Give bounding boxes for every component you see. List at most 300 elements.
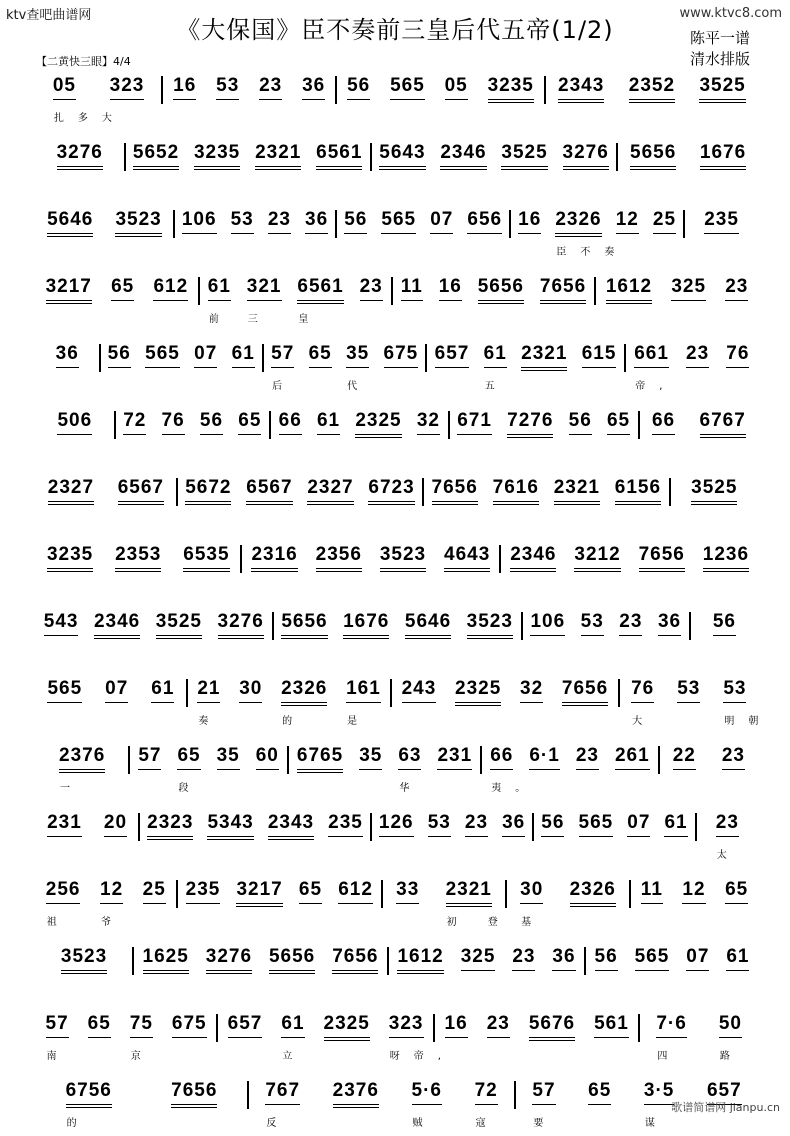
note-group xyxy=(276,409,305,433)
note-digits: 2321 xyxy=(255,142,302,163)
note-digits: 565 xyxy=(634,946,670,967)
note-group xyxy=(481,342,510,392)
note-digits: 6767 xyxy=(699,410,746,431)
measure xyxy=(383,874,512,928)
note-digits: 57 xyxy=(138,745,162,766)
note-group xyxy=(638,878,666,902)
note-digits: 6723 xyxy=(368,477,415,498)
note-group xyxy=(555,74,607,98)
note-group xyxy=(278,677,330,727)
note-group xyxy=(631,342,677,392)
note-group xyxy=(579,342,620,366)
note-group xyxy=(551,476,603,500)
note-group xyxy=(341,208,370,232)
note-digits: 53 xyxy=(677,678,701,699)
note-digits: 56 xyxy=(199,410,224,431)
note-digits: 23 xyxy=(359,276,383,297)
measure xyxy=(618,137,758,181)
note-digits: 5652 xyxy=(132,142,180,163)
note-digits: 235 xyxy=(185,879,221,900)
note-digits: 5643 xyxy=(379,142,426,163)
lyric-text: 立 xyxy=(282,1051,307,1062)
note-group xyxy=(427,208,456,232)
measure xyxy=(130,740,287,794)
note-group xyxy=(507,543,559,567)
note-digits: 16 xyxy=(438,276,462,297)
note-group xyxy=(170,74,199,98)
note-group xyxy=(278,1012,307,1062)
note-digits: 3525 xyxy=(155,611,203,632)
note-group xyxy=(573,744,602,768)
note-digits: 65 xyxy=(725,879,749,900)
note-digits: 2316 xyxy=(251,544,298,565)
measure xyxy=(534,807,694,851)
note-digits: 3523 xyxy=(115,209,162,230)
note-group xyxy=(504,409,556,433)
lyric-text: 帝, xyxy=(635,381,677,392)
measure xyxy=(36,1075,247,1129)
measure xyxy=(163,70,335,114)
watermark-site-top-left: ktv查吧曲谱网 xyxy=(6,8,92,23)
note-group xyxy=(225,1012,266,1036)
note-digits: 3523 xyxy=(466,611,513,632)
score-line xyxy=(36,1075,758,1129)
note-group xyxy=(612,476,664,500)
note-digits: 5672 xyxy=(185,477,232,498)
note-digits: 07 xyxy=(194,343,218,364)
measure xyxy=(218,1008,455,1062)
note-digits: 543 xyxy=(43,611,79,632)
note-digits: 2343 xyxy=(267,812,315,833)
measure xyxy=(640,1008,758,1062)
note-group xyxy=(105,342,134,366)
lyric-text: 南 xyxy=(46,1051,71,1062)
measure xyxy=(178,874,381,918)
note-digits: 2327 xyxy=(47,477,95,498)
note-digits: 7656 xyxy=(171,1080,218,1101)
note-digits: 30 xyxy=(239,678,263,699)
note-group xyxy=(377,543,429,567)
note-group xyxy=(688,476,740,500)
measure xyxy=(36,941,132,985)
measure xyxy=(685,204,758,248)
note-digits: 7656 xyxy=(561,678,609,699)
note-group xyxy=(526,744,562,768)
measure xyxy=(116,405,269,449)
note-group xyxy=(302,208,331,232)
measure xyxy=(596,271,758,315)
note-digits: 325 xyxy=(671,276,707,297)
note-digits: 23 xyxy=(715,812,739,833)
note-digits: 11 xyxy=(400,276,423,297)
credit-block xyxy=(690,28,750,70)
note-group xyxy=(716,1012,745,1062)
note-digits: 767 xyxy=(265,1080,301,1101)
note-group xyxy=(252,141,304,165)
note-group xyxy=(442,74,471,98)
note-digits: 161 xyxy=(346,678,381,699)
note-digits: 30 xyxy=(520,879,544,900)
measure xyxy=(36,874,176,928)
note-digits: 53 xyxy=(723,678,747,699)
note-group xyxy=(140,878,169,902)
note-group xyxy=(43,878,84,928)
note-group xyxy=(591,1012,632,1036)
note-digits: 23 xyxy=(575,745,599,766)
note-group xyxy=(462,811,491,835)
note-digits: 1612 xyxy=(397,946,444,967)
note-group xyxy=(180,543,232,567)
note-group xyxy=(58,945,110,969)
note-group xyxy=(135,744,164,768)
note-digits: 2326 xyxy=(569,879,616,900)
lyric-text: 是 xyxy=(347,716,372,727)
score-line xyxy=(36,137,758,181)
note-group xyxy=(441,543,493,567)
note-digits: 25 xyxy=(652,209,677,230)
note-digits: 25 xyxy=(142,879,166,900)
note-digits: 61 xyxy=(483,343,507,364)
note-group xyxy=(229,342,258,366)
note-digits: 6567 xyxy=(246,477,293,498)
note-digits: 23 xyxy=(721,745,745,766)
note-digits: 65 xyxy=(87,1013,111,1034)
note-group xyxy=(278,610,330,634)
note-group xyxy=(153,610,205,634)
measure xyxy=(337,70,544,114)
note-group xyxy=(653,1012,689,1062)
note-group xyxy=(559,677,611,701)
measure xyxy=(660,740,758,784)
note-digits: 1625 xyxy=(142,946,189,967)
note-digits: 2376 xyxy=(59,745,106,766)
measure xyxy=(200,271,391,325)
note-group xyxy=(723,342,752,366)
note-group xyxy=(356,744,385,768)
score-line xyxy=(36,539,758,583)
note-group xyxy=(700,543,752,567)
measure xyxy=(36,472,176,516)
note-digits: 657 xyxy=(434,343,470,364)
note-group xyxy=(722,275,751,299)
measure xyxy=(586,941,758,985)
note-group xyxy=(626,74,678,98)
note-group xyxy=(268,342,297,392)
note-digits: 6765 xyxy=(296,745,344,766)
measure xyxy=(337,204,509,248)
lyric-text: 呀帝, xyxy=(389,1051,455,1062)
lyric-text: 代 xyxy=(347,381,372,392)
note-group xyxy=(97,878,126,928)
note-digits: 2321 xyxy=(553,477,600,498)
note-digits: 66 xyxy=(651,410,676,431)
note-group xyxy=(197,409,226,433)
note-digits: 23 xyxy=(512,946,536,967)
note-digits: 6·1 xyxy=(529,745,560,766)
note-group xyxy=(393,878,422,902)
note-group xyxy=(578,610,607,634)
score-title: 《大保国》臣不奏前三皇后代五帝(1/2) xyxy=(176,16,614,44)
note-group xyxy=(127,1012,156,1062)
measure xyxy=(427,338,623,392)
note-digits: 23 xyxy=(486,1013,510,1034)
note-group xyxy=(365,476,417,500)
measure xyxy=(620,673,773,727)
note-digits: 2346 xyxy=(93,611,141,632)
lyric-text: 四 xyxy=(657,1051,682,1062)
tempo-marking: 【二黄快三眼】4/4 xyxy=(36,55,131,68)
note-digits: 231 xyxy=(47,812,82,833)
note-group xyxy=(425,811,454,835)
typesetter-credit: 清水排版 xyxy=(689,50,750,68)
note-digits: 5656 xyxy=(281,611,328,632)
score-line xyxy=(36,338,758,392)
note-digits: 2343 xyxy=(558,75,605,96)
note-digits: 33 xyxy=(396,879,420,900)
note-group xyxy=(624,811,653,835)
note-group xyxy=(256,74,285,98)
note-group xyxy=(670,744,699,768)
note-digits: 22 xyxy=(672,745,696,766)
note-digits: 561 xyxy=(594,1013,629,1034)
note-digits: 53 xyxy=(580,611,604,632)
note-digits: 3235 xyxy=(193,142,241,163)
note-digits: 57 xyxy=(271,343,295,364)
note-group xyxy=(394,945,446,969)
lyric-text: 的 xyxy=(282,716,307,727)
note-digits: 61 xyxy=(151,678,175,699)
note-digits: 5646 xyxy=(404,611,452,632)
note-digits: 32 xyxy=(416,410,440,431)
measure xyxy=(36,70,161,124)
measure xyxy=(36,673,186,717)
note-digits: 3523 xyxy=(60,946,108,967)
lyric-text: 皇 xyxy=(298,314,323,325)
note-group xyxy=(44,677,85,701)
note-group xyxy=(517,677,546,701)
note-group xyxy=(432,342,473,366)
note-group xyxy=(398,275,426,299)
score-line xyxy=(36,606,758,650)
measure xyxy=(242,539,499,583)
note-digits: 56 xyxy=(344,209,368,230)
note-group xyxy=(485,74,537,98)
watermark-site-bottom: 歌谱简谱网 jianpu.cn xyxy=(671,1101,780,1114)
note-digits: 7616 xyxy=(492,477,539,498)
note-group xyxy=(650,208,679,232)
note-group xyxy=(487,744,540,794)
note-digits: 3217 xyxy=(236,879,283,900)
note-group xyxy=(649,409,678,433)
note-group xyxy=(585,1079,614,1103)
note-group xyxy=(344,74,373,98)
note-group xyxy=(378,208,419,232)
note-digits: 36 xyxy=(552,946,576,967)
note-digits: 6561 xyxy=(297,276,344,297)
measure xyxy=(482,740,657,794)
note-group xyxy=(54,141,106,165)
measure xyxy=(134,941,387,985)
note-digits: 2321 xyxy=(521,343,568,364)
note-digits: 56 xyxy=(541,812,565,833)
note-group xyxy=(722,878,751,902)
measure xyxy=(274,606,521,650)
note-group xyxy=(112,208,164,232)
note-group xyxy=(262,1079,303,1129)
measure xyxy=(691,606,758,650)
note-digits: 323 xyxy=(388,1013,424,1034)
note-group xyxy=(43,275,95,299)
note-digits: 2321 xyxy=(445,879,492,900)
score-line xyxy=(36,204,758,258)
note-group xyxy=(214,744,243,768)
note-group xyxy=(63,1079,115,1129)
measure xyxy=(289,740,480,794)
measure xyxy=(188,673,390,727)
note-digits: 506 xyxy=(57,410,93,431)
note-digits: 16 xyxy=(518,209,542,230)
note-group xyxy=(236,677,265,701)
note-group xyxy=(343,677,384,727)
measure xyxy=(101,338,262,382)
note-group xyxy=(352,409,404,433)
measure xyxy=(626,338,758,392)
note-digits: 07 xyxy=(430,209,454,230)
measure xyxy=(36,740,128,794)
note-digits: 656 xyxy=(467,209,503,230)
note-digits: 6535 xyxy=(183,544,230,565)
note-digits: 2325 xyxy=(323,1013,370,1034)
note-group xyxy=(472,1079,501,1129)
measure xyxy=(178,472,422,516)
note-digits: 3235 xyxy=(487,75,534,96)
measure xyxy=(640,405,758,449)
note-digits: 612 xyxy=(153,276,189,297)
note-group xyxy=(248,543,300,567)
note-digits: 16 xyxy=(173,75,197,96)
note-digits: 65 xyxy=(606,410,631,431)
note-group xyxy=(112,543,164,567)
note-digits: 36 xyxy=(502,812,526,833)
note-group xyxy=(265,208,294,232)
transcriber-credit: 陈平一谱 xyxy=(689,29,750,47)
note-digits: 36 xyxy=(55,343,79,364)
note-group xyxy=(452,677,504,701)
note-group xyxy=(387,74,428,98)
measure xyxy=(140,807,370,851)
note-digits: 12 xyxy=(682,879,706,900)
note-group xyxy=(235,409,264,433)
measure xyxy=(372,807,532,851)
note-group xyxy=(148,677,177,701)
score-line xyxy=(36,70,758,124)
note-digits: 23 xyxy=(619,611,643,632)
note-digits: 2326 xyxy=(555,209,602,230)
note-group xyxy=(44,208,96,232)
note-group xyxy=(321,1012,373,1036)
score-line xyxy=(36,673,773,727)
note-digits: 3276 xyxy=(217,611,264,632)
lyric-text: 奏 xyxy=(198,716,223,727)
note-group xyxy=(464,208,505,232)
note-digits: 60 xyxy=(255,745,279,766)
lyric-text: 寇 xyxy=(475,1118,500,1129)
note-digits: 2356 xyxy=(315,544,362,565)
note-group xyxy=(395,744,424,794)
measure xyxy=(546,70,758,114)
note-digits: 11 xyxy=(640,879,663,900)
note-digits: 675 xyxy=(171,1013,207,1034)
note-digits: 565 xyxy=(47,678,83,699)
note-group xyxy=(159,409,188,433)
note-digits: 3235 xyxy=(46,544,94,565)
note-group xyxy=(697,141,749,165)
note-digits: 12 xyxy=(615,209,639,230)
note-digits: 261 xyxy=(614,745,650,766)
note-digits: 65 xyxy=(177,745,201,766)
note-group xyxy=(414,409,443,433)
note-digits: 2325 xyxy=(355,410,402,431)
note-group xyxy=(613,208,642,232)
note-digits: 7656 xyxy=(638,544,685,565)
note-digits: 6567 xyxy=(117,477,164,498)
note-group xyxy=(335,878,376,902)
note-group xyxy=(41,610,82,634)
note-group xyxy=(723,945,752,969)
note-digits: 2346 xyxy=(510,544,557,565)
note-digits: 7656 xyxy=(539,276,587,297)
lyric-text: 的 xyxy=(66,1118,91,1129)
note-group xyxy=(592,945,621,969)
note-digits: 3525 xyxy=(501,142,548,163)
note-digits: 106 xyxy=(530,611,566,632)
lyric-text: 段 xyxy=(178,783,203,794)
note-group xyxy=(560,141,612,165)
note-group xyxy=(213,74,242,98)
lyric-text: 反 xyxy=(266,1118,291,1129)
note-group xyxy=(719,744,748,768)
measure xyxy=(175,204,335,248)
note-digits: 76 xyxy=(631,678,655,699)
note-digits: 661 xyxy=(634,343,669,364)
note-group xyxy=(464,610,516,634)
note-digits: 35 xyxy=(216,745,240,766)
note-group xyxy=(204,811,256,835)
measure xyxy=(36,1008,216,1062)
note-digits: 657 xyxy=(706,1080,742,1101)
note-digits: 5646 xyxy=(47,209,94,230)
note-digits: 66 xyxy=(278,410,302,431)
note-digits: 23 xyxy=(259,75,283,96)
note-digits: 63 xyxy=(398,745,422,766)
measure xyxy=(372,137,616,181)
note-group xyxy=(499,811,528,835)
note-group xyxy=(340,610,392,634)
note-digits: 6756 xyxy=(65,1080,112,1101)
note-digits: 76 xyxy=(726,343,750,364)
note-digits: 5656 xyxy=(477,276,525,297)
note-group xyxy=(304,476,356,500)
note-group xyxy=(299,74,328,98)
lyric-text: 后 xyxy=(272,381,297,392)
note-digits: 671 xyxy=(457,410,492,431)
note-group xyxy=(429,476,481,500)
measure xyxy=(36,807,138,851)
note-digits: 2353 xyxy=(115,544,162,565)
note-digits: 76 xyxy=(161,410,185,431)
note-digits: 565 xyxy=(145,343,180,364)
note-digits: 1612 xyxy=(605,276,653,297)
